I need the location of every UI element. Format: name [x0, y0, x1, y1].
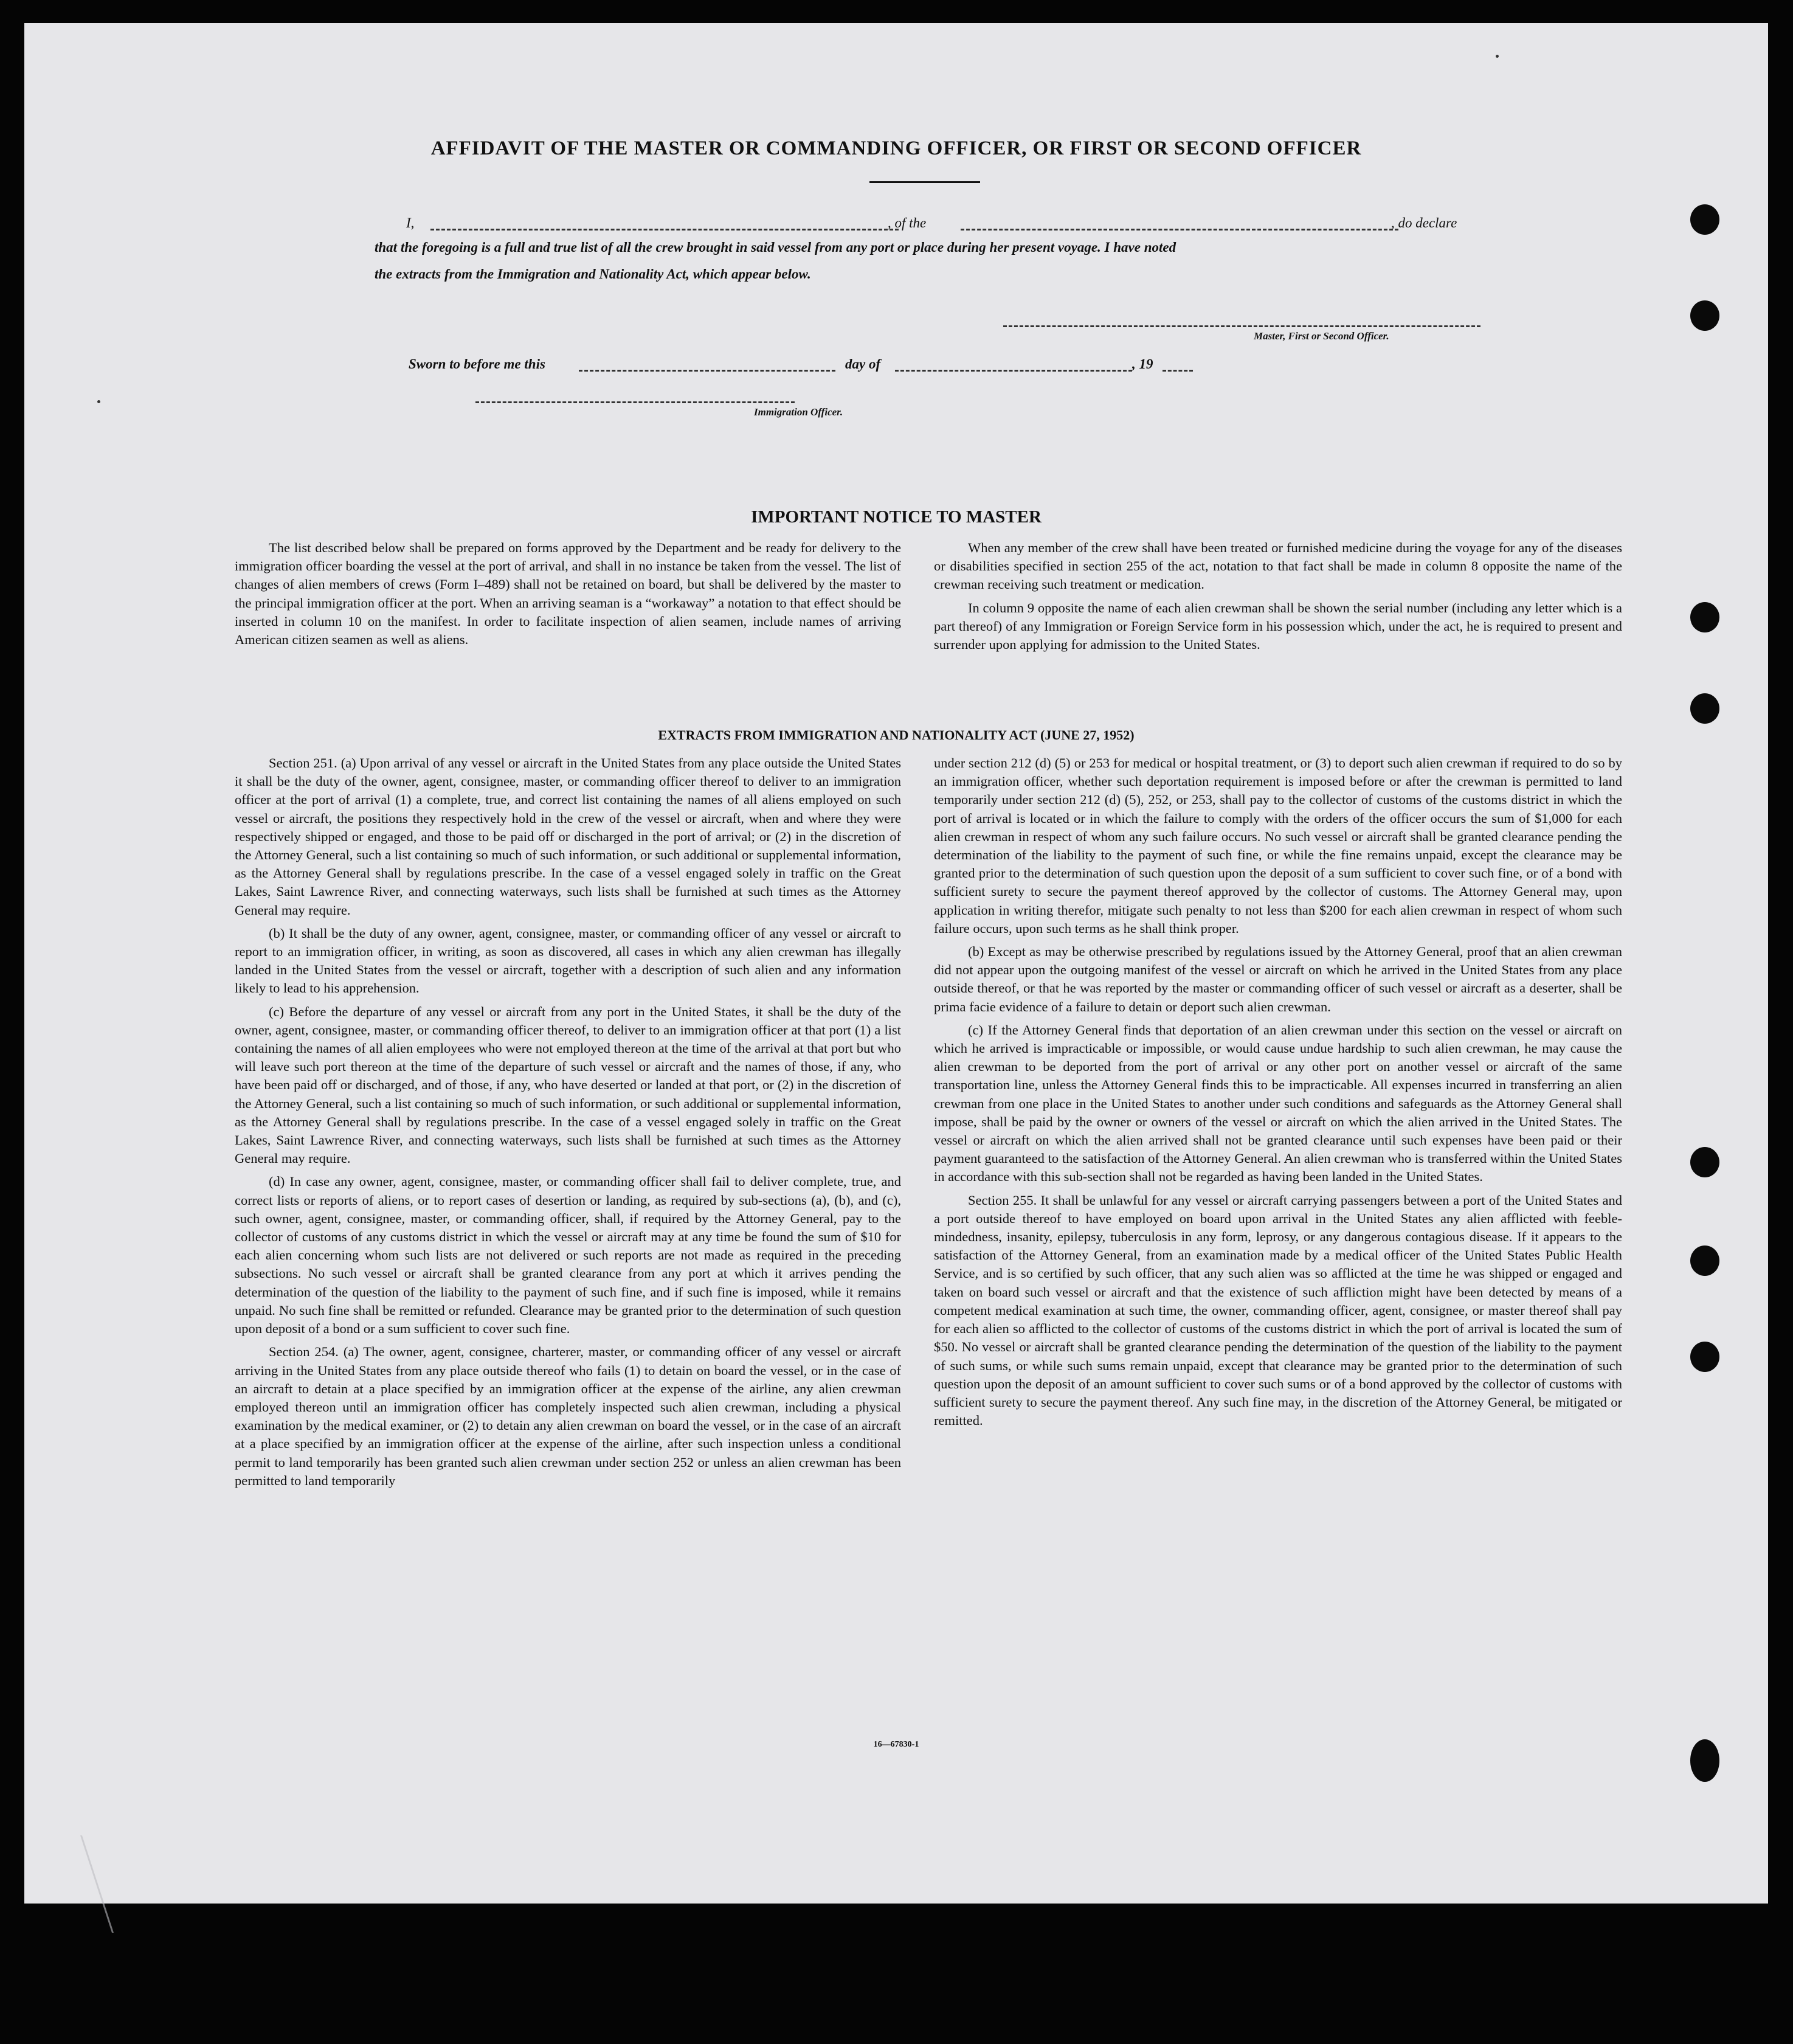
binder-hole — [1690, 693, 1719, 724]
section-251-c: (c) Before the departure of any vessel or aircraft from any port in the United States, it shall be the duty of the owner, agent, consignee, master, or commanding officer thereof, to deliver to an immigration officer at that port (1) a list containing the names of all alien employees who were not employed thereon at the time of the arrival at that port but who will leave such port thereon at the time of the departure of such vessel or aircraft and the names of those, if any, who have been paid off or discharged, and of those, if any, who have deserted or landed at that port, or (2) in the discretion of the Attorney General, such a list containing so much of such information, or such additional or supplemental information, as the Attorney General shall by regulations prescribe. In the case of a vessel engaged solely in traffic on the Great Lakes, Saint Lawrence River, and connecting waterways, such lists shall be furnished at such times as the Attorney General may require. — [235, 1003, 901, 1166]
section-251-a: Section 251. (a) Upon arrival of any vessel or aircraft in the United States from any place outside the United States it shall be the duty of the owner, agent, consignee, master, or commanding officer thereof to deliver to an immigration officer at the port of arrival (1) a complete, true, and correct list containing the names of all aliens employed on such vessel or aircraft, the positions they respectively hold in the crew of the vessel or aircraft, when and where they were respectively shipped or engaged, and those to be paid off or discharged in the port of arrival; or (2) in the discretion of the Attorney General, such a list containing so much of such information, or such additional or supplemental information, as the Attorney General shall by regulations prescribe. In the case of a vessel engaged solely in traffic on the Great Lakes, Saint Lawrence River, and connecting waterways, such lists shall be furnished at such times as the Attorney General may require. — [235, 755, 901, 918]
notice-right-paragraph-1: When any member of the crew shall have been treated or furnished medicine during the voyage for any of the diseases or disabilities specified in section 255 of the act, notation to that fact shall be made in column 8 opposite the name of the crewman receiving such treatment or medication. — [934, 540, 1622, 592]
notice-title: IMPORTANT NOTICE TO MASTER — [751, 507, 1042, 527]
section-251-b: (b) It shall be the duty of any owner, agent, consignee, master, or commanding officer of any vessel or aircraft to report to an immigration officer, in writing, as soon as discovered, all cases in which any alien crewman has illegally landed in the United States from the vessel or aircraft, together with a description of such alien and any information likely to lead to his apprehension. — [235, 925, 901, 996]
vessel-name-blank[interactable] — [961, 229, 1398, 230]
binder-hole — [1690, 602, 1719, 632]
notice-left-column — [235, 539, 901, 654]
do-declare-label: , do declare — [1391, 215, 1457, 230]
section-254-b: (b) Except as may be otherwise prescribed by regulations issued by the Attorney General, proof that an alien crewman did not appear upon the outgoing manifest of the vessel or aircraft on which he arrived in the United States from any place outside thereof, or that he was reported by the master or commanding officer of such vessel or aircraft as a deserter, shall be prima facie evidence of a failure to detain or deport such alien crewman. — [934, 944, 1622, 1014]
year-label: , 19 — [1132, 356, 1153, 372]
document-page — [24, 23, 1768, 1904]
notice-left-paragraph: The list described below shall be prepared on forms approved by the Department and be ready for delivery to the immigration officer boarding the vessel at the port of arrival, and shall in no instance be taken from the vessel. The list of changes of alien members of crews (Form I–489) shall not be retained on board, but shall be delivered by the master to the principal immigration officer at the port. When an arriving seaman is a “workaway” a notation to that effect should be inserted in column 10 on the manifest. In order to facilitate inspection of alien seamen, include names of arriving American citizen seamen as well as aliens. — [235, 540, 901, 648]
paper-speck — [1496, 55, 1499, 58]
extracts-left-column — [235, 754, 901, 1495]
binder-hole — [1690, 1739, 1719, 1782]
day-of-label: day of — [845, 356, 881, 372]
affidavit-statement-line1: that the foregoing is a full and true list of all the crew brought in said vessel from any port or place during her present voyage. I have noted — [375, 240, 1176, 255]
master-signature-caption: Master, First or Second Officer. — [1254, 330, 1389, 342]
form-number: 16—67830-1 — [873, 1740, 919, 1749]
affidavit-title: AFFIDAVIT OF THE MASTER OR COMMANDING OFFICER, OR FIRST OR SECOND OFFICER — [430, 137, 1362, 159]
extracts-title: EXTRACTS FROM IMMIGRATION AND NATIONALITY ACT (JUNE 27, 1952) — [658, 727, 1135, 743]
section-254-c: (c) If the Attorney General finds that deportation of an alien crewman under this section on the vessel or aircraft on which he arrived is impracticable or impossible, or would cause undue hardship to such alien crewman, he may cause the alien crewman to be deported from the port of arrival or any other port on another vessel or aircraft of the same transportation line, unless the Attorney General finds this to be impracticable. All expenses incurred in transferring an alien crewman from one place in the United States to another under such conditions and safeguards as the Attorney General shall impose, shall be paid by the owner or owners of the vessel or aircraft on which the alien arrived in the United States. The vessel or aircraft on which the alien arrived shall not be granted clearance until such expenses have been paid or their payment guaranteed to the satisfaction of the Attorney General. An alien crewman who is transferred within the United States in accordance with this sub-section shall not be regarded as having been landed in the United States. — [934, 1022, 1622, 1185]
affidavit-statement-line2: the extracts from the Immigration and Nationality Act, which appear below. — [375, 266, 811, 282]
sworn-year-blank[interactable] — [1163, 370, 1193, 372]
binder-hole — [1690, 1342, 1719, 1372]
declarant-name-blank[interactable] — [430, 229, 899, 230]
notice-right-column — [934, 539, 1622, 659]
section-255: Section 255. It shall be unlawful for any vessel or aircraft carrying passengers between a port of the United States and a port outside thereof to have employed on board upon arrival in the United States any alien afflicted with feeble-mindedness, insanity, epilepsy, tuberculosis in any form, leprosy, or any dangerous contagious disease. If it appears to the satisfaction of the Attorney General, from an examination made by a medical officer of the United States Public Health Service, and is so certified by such officer, that any such alien was so afflicted at the time he was shipped or engaged and taken on board such vessel or aircraft and that the existence of such affliction might have been detected by means of a competent medical examination at such time, the owner, commanding officer, agent, consignee, or master thereof shall pay for each alien so afflicted to the collector of customs of the customs district in which the port of arrival is located the sum of $50. No vessel or aircraft shall be granted clearance pending the determination of the question of the liability to the payment of such sums, or while such sums remain unpaid, except that clearance may be granted prior to the determination of such question upon the deposit of an amount sufficient to cover such sums or of a bond approved by the collector of customs with sufficient surety to secure the payment thereof. Any such fine may, in the discretion of the Attorney General, be mitigated or remitted. — [934, 1192, 1622, 1429]
title-underline — [869, 181, 980, 183]
notice-right-paragraph-2: In column 9 opposite the name of each alien crewman shall be shown the serial number (including any letter which is a part thereof) of any Immigration or Foreign Service form in his possession which, under the act, he is required to present and surrender upon applying for admission to the United States. — [934, 600, 1622, 653]
sworn-day-blank[interactable] — [579, 370, 835, 372]
section-254-a: Section 254. (a) The owner, agent, consignee, charterer, master, or commanding officer of any vessel or aircraft arriving in the United States from any place outside thereof who fails (1) to detain on board the vessel, or in the case of an aircraft to detain at a place specified by an immigration officer at the expense of the airline, any alien crewman employed thereon until an immigration officer has completely inspected such alien crewman, including a physical examination by the medical examiner, or (2) to detain any alien crewman on board the vessel, or in the case of an aircraft at a place specified by an immigration officer at the expense of the airline, after such inspection unless a conditional permit to land temporarily has been granted such alien crewman under section 252 or unless an alien crewman has been permitted to land temporarily — [235, 1344, 901, 1488]
master-signature-line[interactable] — [1003, 325, 1480, 327]
binder-hole — [1690, 204, 1719, 235]
binder-hole — [1690, 1245, 1719, 1276]
of-the-label: , of the — [888, 215, 927, 230]
officer-signature-line[interactable] — [475, 401, 795, 403]
extracts-right-column — [934, 754, 1622, 1435]
page-corner-curl — [38, 1835, 114, 1933]
officer-signature-caption: Immigration Officer. — [754, 406, 843, 418]
sworn-month-blank[interactable] — [895, 370, 1132, 372]
binder-hole — [1690, 300, 1719, 331]
sworn-label: Sworn to before me this — [409, 356, 545, 372]
paper-speck — [97, 400, 100, 403]
binder-hole — [1690, 1147, 1719, 1177]
section-251-d: (d) In case any owner, agent, consignee, master, or commanding officer shall fail to deliver complete, true, and correct lists or reports of aliens, or to report cases of desertion or landing, as required by sub-sections (a), (b), and (c), such owner, agent, consignee, master, or commanding officer, shall, if required by the Attorney General, pay to the collector of customs of any customs district in which the vessel or aircraft may at any time be found the sum of $10 for each alien concerning whom such lists are not delivered or such reports are not made as required in the preceding subsections. No such vessel or aircraft shall be granted clearance from any port at which it arrives pending the determination of the question of the liability to the payment of such fine, and if such fine is imposed, while it remains unpaid. No such fine shall be remitted or refunded. Clearance may be granted prior to the determination of such question upon deposit of a bond or a sum sufficient to cover such fine. — [235, 1174, 901, 1337]
section-254-a-continued: under section 212 (d) (5) or 253 for medical or hospital treatment, or (3) to deport such alien crewman if required to do so by an immigration officer, whether such deportation requirement is imposed before or after the crewman is permitted to land temporarily under section 212 (d) (5), 252, or 253, shall pay to the collector of customs of the customs district in which the port of arrival is located or in which the failure to comply with the orders of the officer occurs the sum of $1,000 for each alien crewman in respect of whom any such failure occurs. No such vessel or aircraft shall be granted clearance pending the determination of the liability to the payment of such fine, or while the fine remains unpaid, except the clearance may be granted prior to the determination of such question upon the deposit of a sum sufficient to cover such fine, or of a bond with sufficient surety to secure the payment thereof approved by the collector of customs. The Attorney General may, upon application in writing therefor, mitigate such penalty to not less than $200 for each alien crewman in respect of whom such failure occurs, upon such terms as he shall think proper. — [934, 755, 1622, 936]
declarant-label: I, — [406, 215, 415, 230]
